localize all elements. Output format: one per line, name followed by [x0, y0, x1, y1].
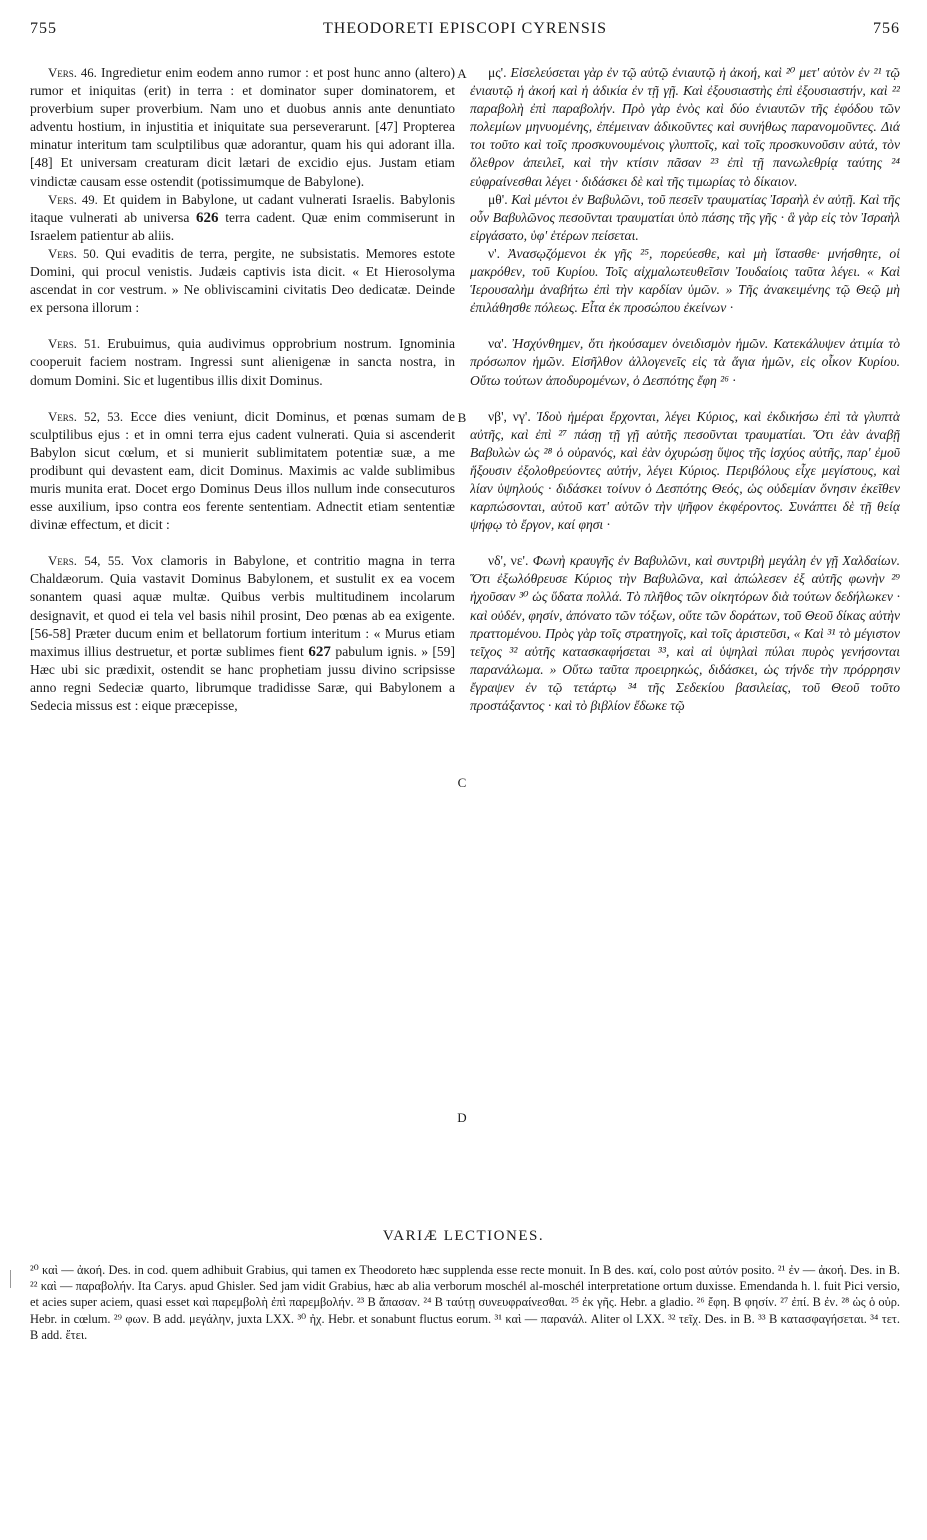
column-number-626: 626 — [189, 209, 226, 226]
latin-verse-54-55: Vers. 54, 55. Vox clamoris in Babylone, et contritio magna in terra Chaldæorum. Quia vastavit Dominus Babylonem, et sustulit ex ea vocem sonantem quasi aquæ multæ. Quibus verbis multitudinem incolarum designavit, et quod ei tela vel basis nihil prosint, Deo pœnas ab ea exigente. [56-58] Præter ducum enim et bellatorum fortium interitum : « Murus etiam maximus illius destruetur, et portæ sublimes fient 627 pabulum ignis. » [59] Hæc ubi sic prædixit, ostendit se hanc prophetiam jussu divino scripsisse anno regni Sedeciæ quarto, librumque tradidisse Saræ, qui Babylonem a Sedecia missus est : eique præcepisse, — [30, 553, 455, 713]
margin-rule — [10, 1270, 11, 1288]
margin-letter-d: D — [457, 1110, 467, 1125]
latin-verse-51: Vers. 51. Erubuimus, quia audivimus opprobrium nostrum. Ignominia cooperuit faciem nostram. Ingressi sunt alienigenæ in sancta nostra, in domum Domini. Sic et lugentibus illis dixit Dominus. — [30, 336, 455, 388]
page-header — [30, 14, 900, 44]
running-title: THEODORETI EPISCOPI CYRENSIS — [322, 20, 607, 37]
latin-column — [30, 64, 455, 914]
margin-letter-a: A — [457, 66, 467, 81]
latin-verse-50: Vers. 50. Qui evaditis de terra, pergite, ne subsistatis. Memores estote Domini, qui procul venistis. Judæis captivis ista dicit. « Et Hierosolyma ascendat in cor vestrum. » Ne obliviscamini civitatis Deo dedicatæ. Deinde ex persona illorum : — [30, 245, 455, 316]
variae-lectiones-title: VARIÆ LECTIONES. — [382, 1228, 545, 1244]
greek-verse-52-53: νβ', νγ'. Ἰδοὺ ἡμέραι ἔρχονται, λέγει Κύριος, καὶ ἐκδικήσω ἐπὶ τὰ γλυπτὰ αὐτῆς, καὶ ἐπὶ ²⁷ πάσῃ τῇ γῇ αὐτῆς πεσοῦνται τραυματίαι. Ὅτι ἐὰν ἀναβῇ Βαβυλὼν ὡς ²⁸ ὁ οὐρανός, καὶ ἐὰν ὀχυρώσῃ ὕψος τῆς ἰσχύος αὐτῆς, παρ' ἐμοῦ ἥξουσιν ἐξολοθρεύοντες αὐτήν, λέγει Κύριος. Περιβόλους εἶχε μεγίστους, καὶ λίαν ὑψηλούς · διδάσκει τοίνυν ὁ Δεσπότης Θεός, ὡς οὐδεμίαν ὄνησιν ἐκεῖθεν καρπώσονται, αὐτοῦ κατ' αὐτῶν τὴν ψῆφον ἐκφέροντος. Συνάπτει δὲ τῇ θείᾳ ψήφῳ τὸ ἔργον, καί φησι · — [470, 408, 900, 533]
margin-letter-c: C — [457, 775, 467, 790]
greek-verse-51: να'. Ἠσχύνθημεν, ὅτι ἠκούσαμεν ὀνειδισμὸν ἡμῶν. Κατεκάλυψεν ἀτιμία τὸ πρόσωπον ἡμῶν. Εἰσῆλθον ἀλλογενεῖς εἰς τὰ ἅγια ἡμῶν, εἰς οἶκον Κυρίου. Οὕτω τούτων ἀποδυρομένων, ὁ Δεσπότης ἔφη ²⁶ · — [470, 336, 900, 388]
column-number-627: 627 — [303, 643, 336, 660]
greek-verse-50: ν'. Ἀνασῳζόμενοι ἐκ γῆς ²⁵, πορεύεσθε, καὶ μὴ ἵστασθε· μνήσθητε, οἱ μακρόθεν, τοῦ Κυρίου. Τοῖς αἰχμαλωτευθεῖσιν Ἰουδαίοις ταῦτα λέγει. « Καὶ Ἱερουσαλὴμ ἀναβήτω ἐπὶ τὴν καρδίαν ὑμῶν. » Τῆς ἀνακειμένης τῷ Θεῷ μὴ ἐπιλάθησθε πόλεως. Εἶτα ἐκ προσώπου ἐκείνων · — [470, 245, 900, 316]
greek-verse-49: μθ'. Καὶ μέντοι ἐν Βαβυλῶνι, τοῦ πεσεῖν τραυματίας Ἰσραὴλ ἐν αὐτῇ. Καὶ τῆς οὖν Βαβυλῶνος πεσοῦνται τραυματίαι ὑπὸ πάσης τῆς γῆς · ἃ γὰρ εἰς τὸν Ἰσραὴλ εἰργάσατο, ὑφ' ἑτέρων πείσεται. — [470, 191, 900, 243]
latin-verse-46: Vers. 46. Ingredietur enim eodem anno rumor : et post hunc anno (altero) rumor et iniquitas (erit) in terra : et dominator super dominatorem, et proverbium super proverbium. Nam uno et duobus annis ante denuntiato adventu hostium, in injustitia et iniquitate sua perseverarunt. [47] Propterea minatur interitum tam sculptilibus quæ adorantur, quam his qui adorant illa. [48] Et universam creaturam dicit lætari de excidio ejus. Justam etiam vindictæ causam esse ostendit (potissimumque de Babylone). — [30, 65, 455, 189]
page-number-right: 756 — [873, 20, 900, 37]
variant-readings-notes — [30, 1262, 900, 1522]
margin-letter-b: B — [457, 410, 467, 425]
page-number-left: 755 — [30, 20, 57, 37]
latin-verse-49: Vers. 49. Et quidem in Babylone, ut cadant vulnerati Israelis. Babylonis itaque vulnerati ab universa 626 terra cadent. Quæ enim commiserunt in Israelem patientur ab aliis. — [30, 191, 455, 243]
notes-text: ²⁰ καὶ — ἀκοή. Des. in cod. quem adhibuit Grabius, qui tamen ex Theodoreto hæc supplenda esse recte monuit. In B des. καί, colo post αὐτόν posito. ²¹ ἐν — ἀκοή. Des. in B. ²² καὶ — παραβολήν. Ita Carys. apud Ghisler. Sed jam vidit Grabius, hæc ab alia verborum moschél al-moschél interpretatione ortum duxisse. Emendanda h. l. fuit Pici versio, et acies super aciem, quasi esset καὶ παρεμβολὴ ἐπὶ παρεμβολήν. ²³ B ἅπασαν. ²⁴ B ταύτῃ συνευφραίνεσθαι. ²⁵ ἐκ γῆς. Hebr. a gladio. ²⁶ ἔφη. B φησίν. ²⁷ ἐπί. B ἐν. ²⁸ ὡς ὁ οὐρ. Hebr. in cœlum. ²⁹ φων. B add. μεγάλην, juxta LXX. ³⁰ ἠχ. Hebr. et sonabunt fluctus eorum. ³¹ καὶ — παρανάλ. Aliter ol LXX. ³² τεῖχ. Des. in B. ³³ B κατασφαγήσεται. ³⁴ τετ. B add. ἔτει. — [30, 1263, 900, 1342]
greek-verse-54-55: νδ', νε'. Φωνὴ κραυγῆς ἐν Βαβυλῶνι, καὶ συντριβὴ μεγάλη ἐν γῇ Χαλδαίων. Ὅτι ἐξωλόθρευσε Κύριος τὴν Βαβυλῶνα, καὶ ἀπώλεσεν ἐξ αὐτῆς φωνὴν ²⁹ ἠχοῦσαν ³⁰ ὡς ὕδατα πολλά. Τὸ πλῆθος τῶν οἰκητόρων διὰ τούτων δεδήλωκεν · καὶ οὐδέν, φησίν, ἀπόνατο τῶν τόξων, οὔτε τῶν δοράτων, τοῦ Θεοῦ δίκας αὐτὴν πραττομένου. Πρὸς γὰρ τοῖς στρατηγοῖς, καὶ τοῖς ἀριστεῦσι, « Καὶ ³¹ τὸ μέγιστον τεῖχος ³² αὐτῆς κατασκαφήσεται ³³, καὶ αἱ ὑψηλαὶ πύλαι πυρὸς γενήσονται παρανάλωμα. » Οὕτω ταῦτα προειρηκώς, διδάσκει, ὡς τήνδε τὴν πρόρρησιν ἔγραψεν ἐν τῷ τετάρτῳ ³⁴ τῆς Σεδεκίου βασιλείας, τοῦ Θεοῦ τοῦτο προστάξαντος · καὶ τὸ βιβλίον ἔδωκε τῷ — [470, 553, 900, 713]
latin-verse-52-53: Vers. 52, 53. Ecce dies veniunt, dicit Dominus, et pœnas sumam de sculptilibus ejus : et in omni terra ejus cadent vulnerati. Quia si ascenderit Babylon sicut cœlum, et si munierit sublimitatem potentiæ suæ, a me prodibunt qui devastent eam, dicit Dominus. Maximis ac valde sublimibus muris munita erat. Docet ergo Dominus Deus illos nullum inde consecuturos esse auxilium, ipso contra eos ferente sententiam. Adnectit etiam sententiæ divinæ effectum, et dicit : — [30, 408, 455, 533]
greek-verse-46: μς'. Εἰσελεύσεται γὰρ ἐν τῷ αὐτῷ ἐνιαυτῷ ἡ ἀκοή, καὶ ²⁰ μετ' αὐτὸν ἐν ²¹ τῷ ἐνιαυτῷ ἡ ἀκοή καὶ ἡ ἀδικία ἐν τῇ γῇ. Καὶ ἐξουσιαστὴς ἐπὶ ἐξουσιαστήν, καὶ ²² παραβολὴ ἐπὶ παραβολήν. Πρὸ γὰρ ἑνὸς καὶ δύο ἐνιαυτῶν τῆς ἐφόδου τῶν πολεμίων μηνυομένης, ἐπέμειναν ἀδικοῦντες καὶ συνήθως παρανομοῦντες. Διά τοι τοῦτο καὶ τοῖς προσκυνουμένοις γλυπτοῖς, καὶ τοῖς προσκυνοῦσιν αὐτά, τὸν ὄλεθρον ἀπειλεῖ, καὶ τὴν κτίσιν πᾶσαν ²³ ἐπὶ τῇ πανωλεθρίᾳ ταύτης ²⁴ εὐφραίνεσθαι λέγει · διδάσκει δὲ καὶ τῆς τιμωρίας τὸ δίκαιον. — [470, 65, 900, 189]
greek-column — [470, 64, 900, 914]
